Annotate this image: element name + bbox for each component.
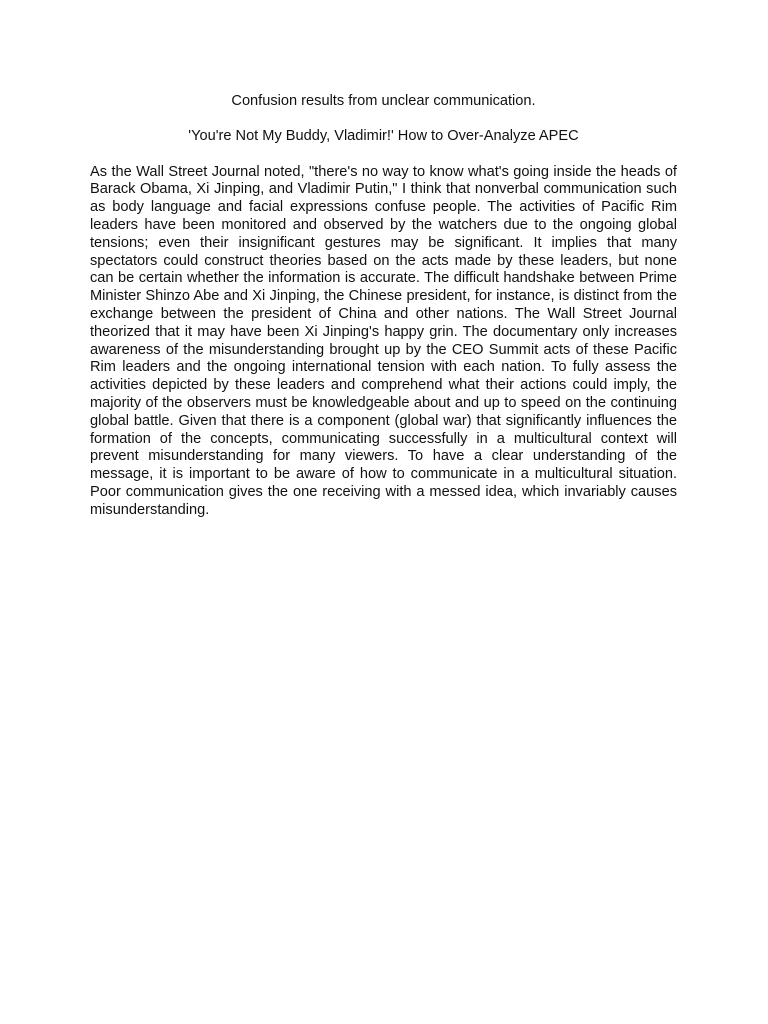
body-paragraph: As the Wall Street Journal noted, "there's no way to know what's going inside the heads of Barack Obama, Xi Jinping, and Vladimir Putin," I think that nonverbal communication such as body language and facial expressions confuse people. The activities of Pacific Rim leaders have been monitored and observed by the watchers due to the ongoing global tensions; even their insignificant gestures may be significant. It implies that many spectators could construct theories based on the acts made by these leaders, but none can be certain whether the information is accurate. The difficult handshake between Prime Minister Shinzo Abe and Xi Jinping, the Chinese president, for instance, is distinct from the exchange between the president of China and other nations. The Wall Street Journal theorized that it may have been Xi Jinping's happy grin. The documentary only increases awareness of the misunderstanding brought up by the CEO Summit acts of these Pacific Rim leaders and the ongoing international tension with each nation. To fully assess the activities depicted by these leaders and comprehend what their actions could imply, the majority of the observers must be knowledgeable about and up to speed on the continuing global battle. Given that there is a component (global war) that significantly influences the formation of the concepts, communicating successfully in a multicultural context will prevent misunderstanding for many viewers. To have a clear understanding of the message, it is important to be aware of how to communicate in a multicultural situation. Poor communication gives the one receiving with a messed idea, which invariably causes misunderstanding.	[90, 163, 677, 518]
document-heading: Confusion results from unclear communication.	[231, 93, 536, 109]
document-body	[90, 93, 677, 520]
document-subheading: 'You're Not My Buddy, Vladimir!' How to Over-Analyze APEC	[188, 128, 579, 145]
